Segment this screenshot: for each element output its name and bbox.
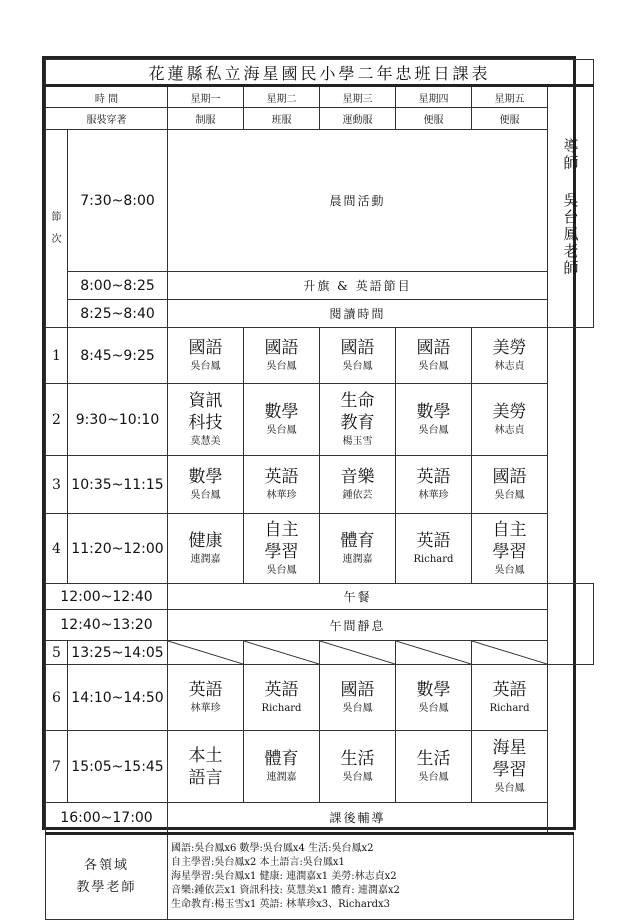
teacher-name: 吳台鳳 [494,782,525,794]
class-cell [320,384,396,456]
subject-name: 數學 [416,679,451,700]
teacher-name: 吳台鳳 [190,489,221,501]
subject-name: 英語 [264,679,299,700]
time-cell: 11:20~12:00 [68,514,168,584]
class-cell [244,456,320,514]
subject-name: 美勞 [492,401,527,422]
time-cell: 16:00~17:00 [46,803,168,833]
time-cell: 8:45~9:25 [68,328,168,384]
class-cell [320,665,396,731]
day-header: 星期五 [472,86,548,108]
class-cell [396,665,472,731]
class-cell [168,384,244,456]
time-cell: 15:05~15:45 [68,731,168,803]
am-periods [46,328,594,584]
activity-cell: 午間靜息 [168,610,548,641]
subject-name: 生活 [416,748,451,769]
teacher-name: 連潤嘉 [342,553,373,565]
class-cell [320,514,396,584]
class-cell [396,384,472,456]
subject-name: 體育 [340,530,375,551]
subject-name: 數學 [416,401,451,422]
teacher-name: 吳台鳳 [342,702,373,714]
day-header: 星期三 [320,86,396,108]
activity-cell: 閱讀時間 [168,300,548,328]
time-cell: 12:40~13:20 [46,610,168,641]
uniform-item: 便服 [472,108,548,130]
period-number: 5 [46,641,68,665]
subject-name: 生活 [340,748,375,769]
period-number: 3 [46,456,68,514]
tutor-cell [548,86,594,328]
activity-cell: 午餐 [168,584,548,610]
time-cell: 8:25~8:40 [68,300,168,328]
day-header: 星期二 [244,86,320,108]
class-cell [472,731,548,803]
period-number: 4 [46,514,68,584]
subject-name: 美勞 [492,337,527,358]
day-header: 星期四 [396,86,472,108]
subject-name: 國語 [492,466,527,487]
subject-name: 海星學習 [492,737,527,780]
subject-name: 生命教育 [340,390,375,433]
subject-name: 健康 [188,530,223,551]
teacher-name: 吳台鳳 [494,489,525,501]
class-cell [320,328,396,384]
teacher-name: 林志貞 [494,360,525,372]
summary-line: 生命教育:楊玉雪x1 英語: 林華珍x3、Richardx3 [171,899,391,910]
summary-line: 自主學習:吳台鳳x2 本土語言:吳台鳳x1 [171,857,345,868]
period-number: 2 [46,384,68,456]
uniform-label: 服裝穿著 [46,108,168,130]
subject-name: 國語 [340,337,375,358]
timetable [45,59,594,584]
period-number: 6 [46,665,68,731]
teacher-name: Richard [489,702,530,714]
class-cell [168,456,244,514]
class-cell [168,665,244,731]
teacher-name: Richard [413,553,454,565]
teacher-name: 鍾依芸 [342,489,373,501]
teacher-name: 吳台鳳 [418,702,449,714]
teacher-name: 吳台鳳 [190,360,221,372]
activity-cell: 課後輔導 [168,803,548,833]
time-cell: 8:00~8:25 [68,272,168,300]
class-cell [168,328,244,384]
teacher-name: 林華珍 [190,702,221,714]
subject-name: 英語 [416,530,451,551]
empty-slot [396,641,472,665]
subject-name: 自主學習 [492,519,527,562]
subject-name: 國語 [264,337,299,358]
subject-name: 英語 [492,679,527,700]
subject-name: 數學 [264,401,299,422]
class-cell [396,514,472,584]
time-cell: 12:00~12:40 [46,584,168,610]
subject-name: 資訊科技 [188,390,223,433]
class-cell [472,514,548,584]
time-cell: 9:30~10:10 [68,384,168,456]
teacher-name: 吳台鳳 [266,360,297,372]
time-header: 時 間 [46,86,168,108]
timetable-lower [45,583,594,833]
time-cell: 14:10~14:50 [68,665,168,731]
class-cell [168,731,244,803]
class-cell [472,456,548,514]
uniform-item: 班服 [244,108,320,130]
summary-line: 國語:吳台鳳x6 數學:吳台鳳x4 生活:吳台鳳x2 [171,843,374,854]
teacher-summary [45,832,574,920]
teacher-name: 楊玉雪 [342,435,373,447]
empty-slot [472,641,548,665]
teacher-name: 林志貞 [494,424,525,436]
subject-name: 本土語言 [188,745,223,788]
empty-slot [244,641,320,665]
teacher-name: 吳台鳳 [342,771,373,783]
teacher-name: 吳台鳳 [494,564,525,576]
empty-slot [320,641,396,665]
summary-line: 音樂:鍾依芸x1 資訊科技: 莫慧美x1 體育: 連潤嘉x2 [171,885,400,896]
class-cell [396,456,472,514]
page-title: 花蓮縣私立海星國民小學二年忠班日課表 [46,60,594,86]
teacher-name: 吳台鳳 [418,771,449,783]
teacher-name: 吳台鳳 [418,424,449,436]
teacher-name: 林華珍 [418,489,449,501]
subject-name: 英語 [264,466,299,487]
teacher-name: Richard [261,702,302,714]
teacher-name: 吳台鳳 [266,564,297,576]
pm-periods [46,665,594,803]
uniform-item: 制服 [168,108,244,130]
summary-lines [168,834,574,920]
tutor-label: 導師 [561,137,580,172]
class-cell [472,384,548,456]
class-cell [244,731,320,803]
teacher-name: 連潤嘉 [190,553,221,565]
summary-line: 海星學習:吳台鳳x1 健康: 連潤嘉x1 美勞:林志貞x2 [171,871,397,882]
subject-name: 英語 [188,679,223,700]
teacher-name: 吳台鳳 [418,360,449,372]
tutor-text [558,87,584,327]
teacher-name: 莫慧美 [190,435,221,447]
summary-label: 各領域 教學老師 [46,834,168,920]
activity-cell: 晨間活動 [168,130,548,272]
time-cell: 10:35~11:15 [68,456,168,514]
section-label: 節次 [46,130,68,328]
class-cell [396,731,472,803]
subject-name: 國語 [340,679,375,700]
class-cell [320,456,396,514]
class-cell [320,731,396,803]
class-cell [168,514,244,584]
subject-name: 國語 [188,337,223,358]
day-header: 星期一 [168,86,244,108]
subject-name: 音樂 [340,466,375,487]
class-cell [244,665,320,731]
class-cell [472,328,548,384]
class-cell [244,514,320,584]
subject-name: 英語 [416,466,451,487]
class-cell [472,665,548,731]
tutor-cell-lower [548,584,594,665]
period-number: 1 [46,328,68,384]
subject-name: 數學 [188,466,223,487]
teacher-name: 連潤嘉 [266,771,297,783]
class-cell [244,384,320,456]
time-cell: 7:30~8:00 [68,130,168,272]
class-cell [244,328,320,384]
teacher-name: 林華珍 [266,489,297,501]
teacher-name: 吳台鳳 [342,360,373,372]
time-cell: 13:25~14:05 [68,641,168,665]
subject-name: 自主學習 [264,519,299,562]
class-cell [396,328,472,384]
subject-name: 體育 [264,748,299,769]
activity-cell: 升旗 & 英語節目 [168,272,548,300]
tutor-name: 吳台鳳老師 [561,191,580,277]
uniform-item: 便服 [396,108,472,130]
period-number: 7 [46,731,68,803]
subject-name: 國語 [416,337,451,358]
teacher-name: 吳台鳳 [266,424,297,436]
empty-slot [168,641,244,665]
uniform-item: 運動服 [320,108,396,130]
